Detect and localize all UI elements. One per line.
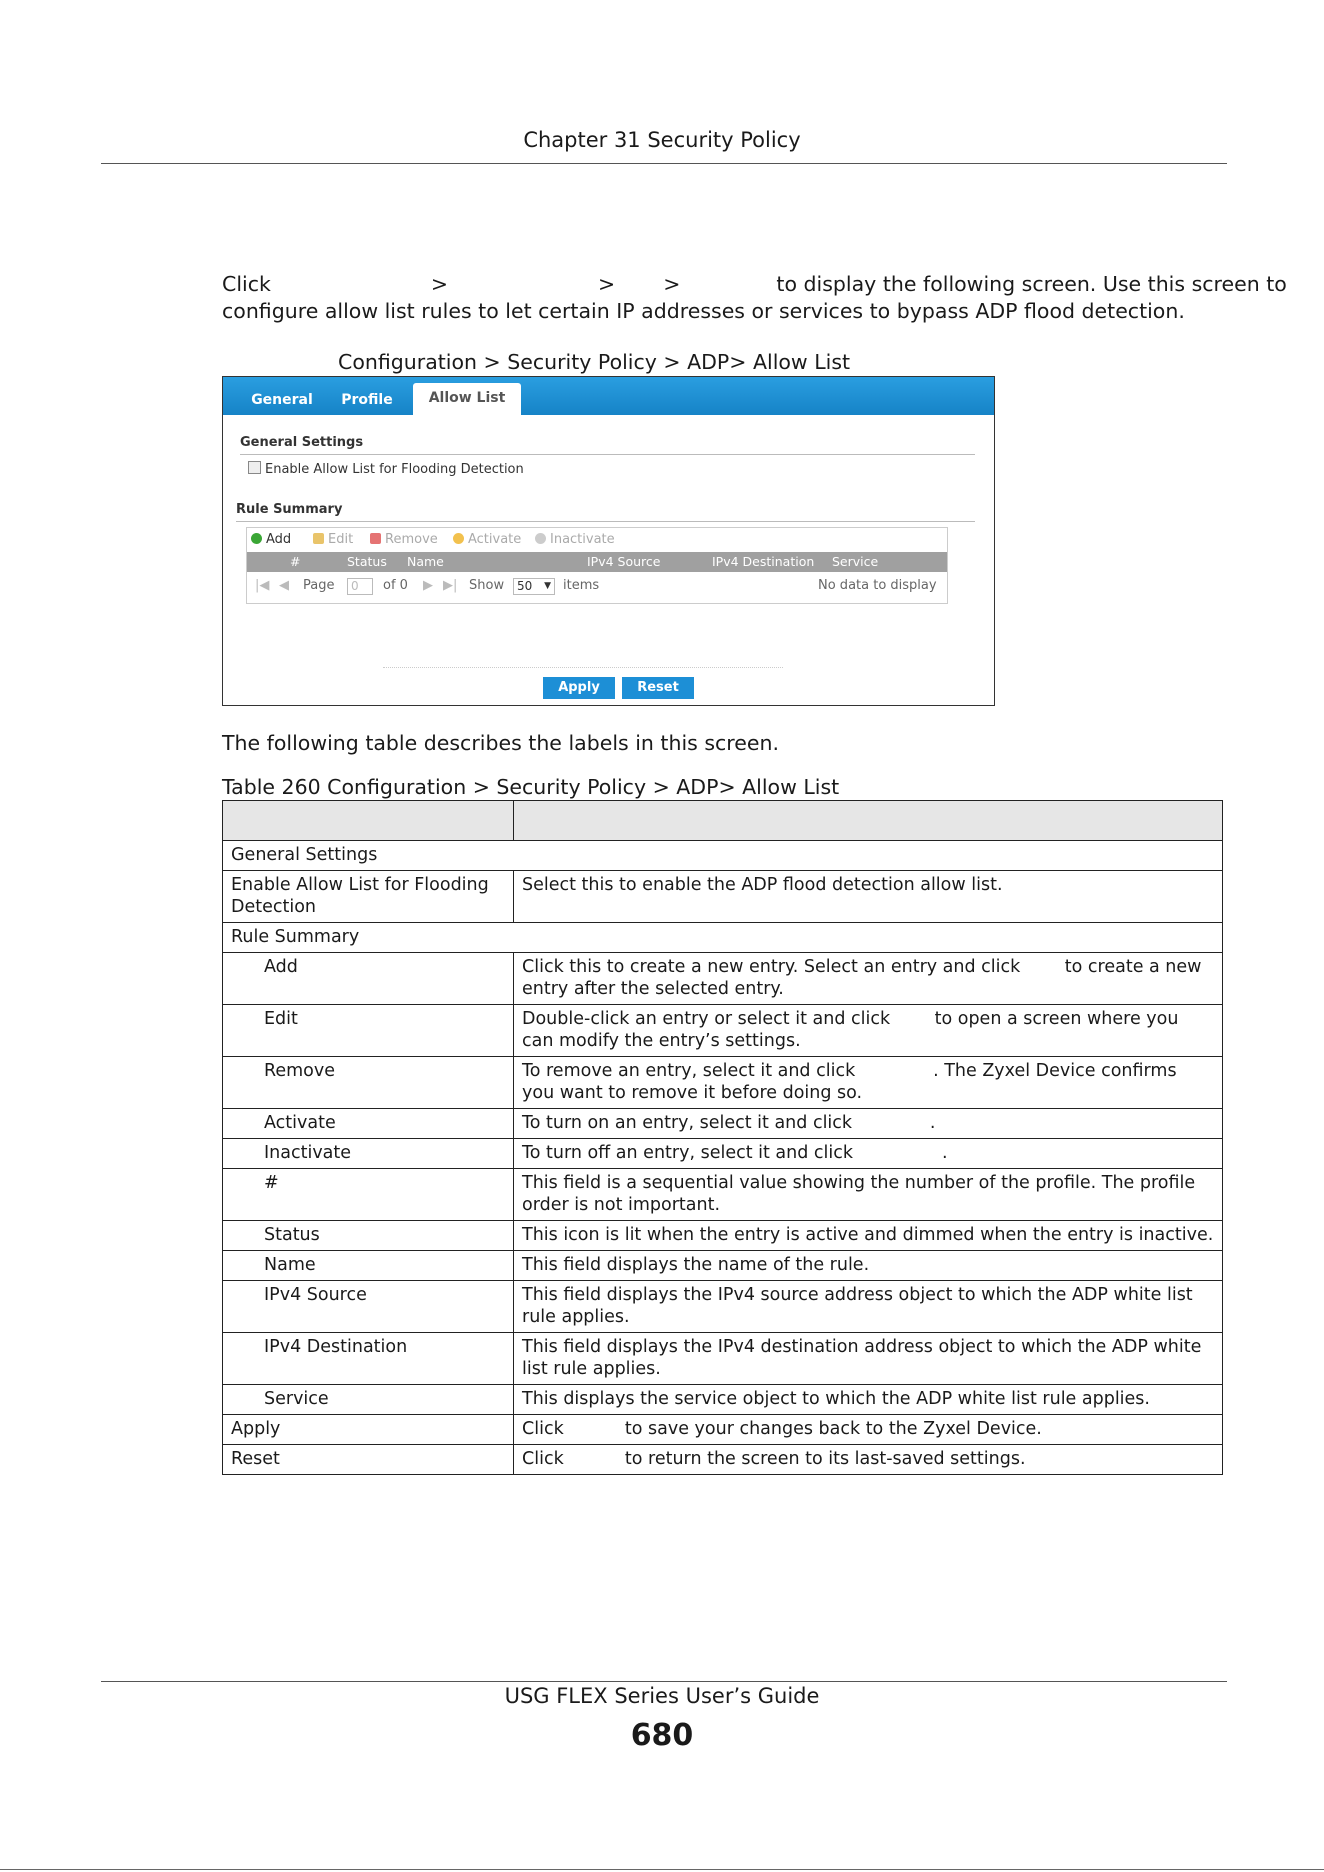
next-page-icon[interactable]: ▶ bbox=[423, 578, 433, 593]
table-row bbox=[223, 1109, 1223, 1139]
intro-separator: > bbox=[663, 272, 681, 296]
table-label-cell: Remove bbox=[223, 1057, 514, 1109]
add-button[interactable]: Add bbox=[251, 532, 291, 547]
table-label-cell: Status bbox=[223, 1221, 514, 1251]
table-row bbox=[223, 923, 1223, 953]
table-label-cell: IPv4 Source bbox=[223, 1281, 514, 1333]
page-input[interactable]: 0 bbox=[347, 578, 373, 595]
table-label-cell: Service bbox=[223, 1385, 514, 1415]
table-section-label: Rule Summary bbox=[223, 923, 1223, 953]
figure-caption: Configuration > Security Policy > ADP> Allow List bbox=[338, 350, 851, 374]
table-row bbox=[223, 1221, 1223, 1251]
table-label-cell: IPv4 Destination bbox=[223, 1333, 514, 1385]
table-header-row bbox=[223, 801, 1223, 841]
tab-bar bbox=[223, 377, 994, 415]
table-description-cell: To turn on an entry, select it and click . bbox=[514, 1109, 1223, 1139]
intro-separator: > bbox=[430, 272, 449, 296]
intro-separator: > bbox=[598, 272, 616, 296]
lightbulb-icon bbox=[453, 533, 464, 544]
bottom-edge-rule bbox=[0, 1869, 1324, 1870]
page-label: Page bbox=[303, 578, 335, 593]
column-header[interactable]: IPv4 Source bbox=[587, 554, 661, 569]
table-row bbox=[223, 1415, 1223, 1445]
pager bbox=[247, 574, 947, 598]
section-divider bbox=[240, 454, 975, 455]
table-description-cell: This field displays the name of the rule. bbox=[514, 1251, 1223, 1281]
chevron-down-icon: ▼ bbox=[544, 581, 551, 591]
table-label-cell: Name bbox=[223, 1251, 514, 1281]
page-number: 680 bbox=[630, 1718, 694, 1753]
enable-allow-list-row[interactable] bbox=[248, 461, 524, 477]
table-description-cell: This displays the service object to which the ADP white list rule applies. bbox=[514, 1385, 1223, 1415]
table-description-cell: To turn off an entry, select it and click . bbox=[514, 1139, 1223, 1169]
table-label-cell: # bbox=[223, 1169, 514, 1221]
table-description-cell: This field displays the IPv4 destination address object to which the ADP white list rule applies. bbox=[514, 1333, 1223, 1385]
label-description-table bbox=[222, 800, 1223, 1475]
column-header[interactable]: Service bbox=[832, 554, 879, 569]
table-label-cell: Inactivate bbox=[223, 1139, 514, 1169]
footer-rule bbox=[101, 1681, 1227, 1682]
button-divider bbox=[383, 667, 783, 668]
intro-tail: to display the following screen. Use this screen to bbox=[776, 272, 1287, 296]
edit-button[interactable]: Edit bbox=[313, 532, 353, 547]
table-row bbox=[223, 1445, 1223, 1475]
table-description-cell: Click to return the screen to its last-saved settings. bbox=[514, 1445, 1223, 1475]
table-section-label: General Settings bbox=[223, 841, 1223, 871]
table-row bbox=[223, 1385, 1223, 1415]
table-row bbox=[223, 1281, 1223, 1333]
column-header[interactable]: Name bbox=[407, 554, 444, 569]
table-description-cell: To remove an entry, select it and click . The Zyxel Device confirms you want to remove it before doing so. bbox=[514, 1057, 1223, 1109]
add-icon bbox=[251, 533, 262, 544]
intro-paragraph-line-2: configure allow list rules to let certain IP addresses or services to bypass ADP flood detection. bbox=[222, 299, 1185, 323]
rule-summary-title: Rule Summary bbox=[236, 502, 343, 517]
apply-button[interactable]: Apply bbox=[543, 677, 615, 699]
table-description-cell: This field displays the IPv4 source address object to which the ADP white list rule applies. bbox=[514, 1281, 1223, 1333]
table-row bbox=[223, 841, 1223, 871]
table-description-cell: This field is a sequential value showing the number of the profile. The profile order is not important. bbox=[514, 1169, 1223, 1221]
table-label-cell: Add bbox=[223, 953, 514, 1005]
table-description-cell: Double-click an entry or select it and click to open a screen where you can modify the entry’s settings. bbox=[514, 1005, 1223, 1057]
table-row bbox=[223, 1333, 1223, 1385]
table-row bbox=[223, 871, 1223, 923]
general-settings-title: General Settings bbox=[240, 435, 364, 450]
table-row bbox=[223, 1251, 1223, 1281]
table-label-cell: Apply bbox=[223, 1415, 514, 1445]
chapter-header: Chapter 31 Security Policy bbox=[523, 128, 801, 152]
page-count: of 0 bbox=[383, 578, 408, 593]
edit-icon bbox=[313, 533, 324, 544]
tab-profile[interactable]: Profile bbox=[341, 392, 393, 408]
table-description-cell: This icon is lit when the entry is active and dimmed when the entry is inactive. bbox=[514, 1221, 1223, 1251]
prev-page-icon[interactable]: ◀ bbox=[279, 578, 289, 593]
page-size-select[interactable]: 50 ▼ bbox=[513, 578, 555, 595]
intro-click-word: Click bbox=[222, 272, 271, 296]
lightbulb-off-icon bbox=[535, 533, 546, 544]
column-header[interactable]: # bbox=[290, 554, 301, 569]
table-header-cell bbox=[223, 801, 514, 841]
table-caption: Table 260 Configuration > Security Policy > ADP> Allow List bbox=[222, 775, 840, 799]
section-divider bbox=[236, 521, 975, 522]
table-row bbox=[223, 1169, 1223, 1221]
table-header-cell bbox=[514, 801, 1223, 841]
allow-list-screenshot bbox=[222, 376, 995, 706]
enable-allow-list-checkbox[interactable] bbox=[248, 461, 261, 474]
footer-guide-title: USG FLEX Series User’s Guide bbox=[504, 1684, 820, 1708]
rule-toolbar bbox=[247, 528, 947, 552]
first-page-icon[interactable]: |◀ bbox=[255, 578, 270, 593]
remove-button[interactable]: Remove bbox=[370, 532, 438, 547]
intro-paragraph-line-1 bbox=[222, 271, 1287, 298]
table-description-cell: Click to save your changes back to the Zyxel Device. bbox=[514, 1415, 1223, 1445]
table-row bbox=[223, 1057, 1223, 1109]
enable-allow-list-label: Enable Allow List for Flooding Detection bbox=[265, 462, 524, 477]
table-row bbox=[223, 953, 1223, 1005]
table-description-cell: Select this to enable the ADP flood detection allow list. bbox=[514, 871, 1223, 923]
items-label: items bbox=[563, 578, 600, 593]
table-label-cell: Activate bbox=[223, 1109, 514, 1139]
rule-grid-header bbox=[247, 552, 947, 572]
reset-button[interactable]: Reset bbox=[622, 677, 694, 699]
trash-icon bbox=[370, 533, 381, 544]
table-row bbox=[223, 1005, 1223, 1057]
column-header[interactable]: Status bbox=[347, 554, 387, 569]
last-page-icon[interactable]: ▶| bbox=[443, 578, 458, 593]
rule-summary-panel bbox=[246, 527, 948, 604]
tab-allow-list[interactable]: Allow List bbox=[413, 383, 521, 415]
table-row bbox=[223, 1139, 1223, 1169]
table-description-cell: Click this to create a new entry. Select an entry and click to create a new entry after the selected entry. bbox=[514, 953, 1223, 1005]
header-rule bbox=[101, 163, 1227, 164]
column-header[interactable]: IPv4 Destination bbox=[712, 554, 815, 569]
table-label-cell: Reset bbox=[223, 1445, 514, 1475]
empty-grid-message: No data to display bbox=[818, 578, 937, 593]
activate-button[interactable]: Activate bbox=[453, 532, 521, 547]
inactivate-button[interactable]: Inactivate bbox=[535, 532, 615, 547]
show-label: Show bbox=[469, 578, 505, 593]
table-label-cell: Edit bbox=[223, 1005, 514, 1057]
tab-general[interactable]: General bbox=[251, 392, 313, 408]
table-label-cell: Enable Allow List for Flooding Detection bbox=[223, 871, 514, 923]
table-intro: The following table describes the labels in this screen. bbox=[222, 731, 780, 755]
